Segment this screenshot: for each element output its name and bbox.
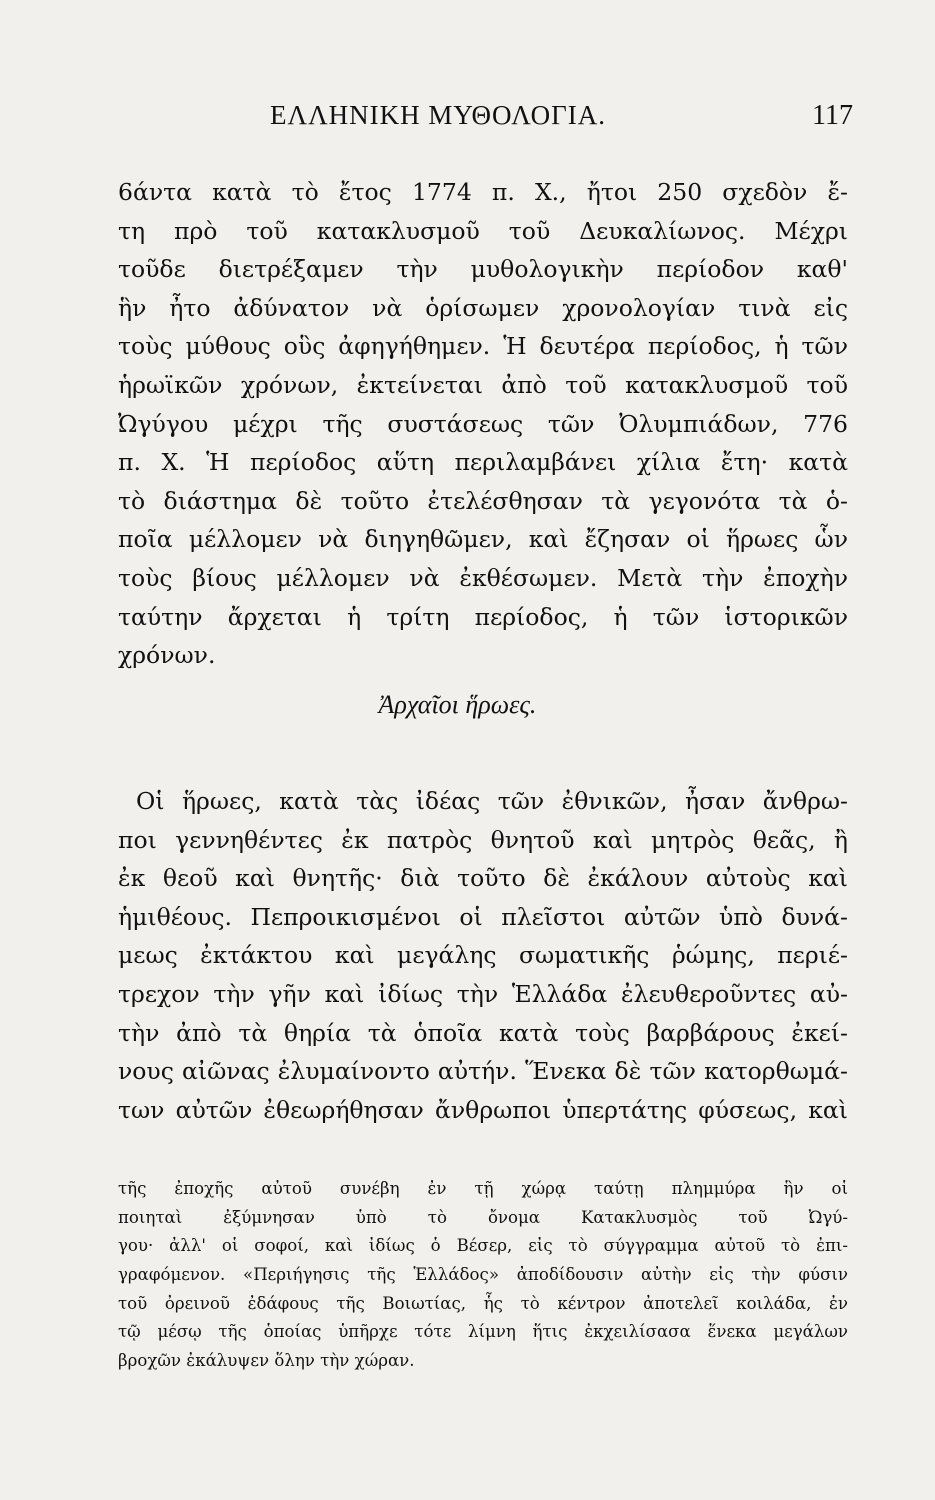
text-line: π. Χ. Ἡ περίοδος αὕτη περιλαμβάνει χίλια ἔτη· κατὰ [118, 448, 848, 477]
footnote-line: τῆς ἐποχῆς αὐτοῦ συνέβη ἐν τῇ χώρᾳ ταύτῃ πλημμύρα ἣν οἱ [118, 1179, 848, 1198]
running-title: ΕΛΛΗΝΙΚΗ ΜΥΘΟΛΟΓΙΑ. [270, 100, 607, 130]
text-line: χρόνων. [118, 641, 216, 670]
text-line: τὴν ἀπὸ τὰ θηρία τὰ ὁποῖα κατὰ τοὺς βαρβάρους ἐκεί- [118, 1018, 848, 1047]
text-line: τρεχον τὴν γῆν καὶ ἰδίως τὴν Ἑλλάδα ἐλευθεροῦντες αὐ- [118, 979, 848, 1008]
section-paragraph [118, 782, 848, 1129]
text-line: μεως ἐκτάκτου καὶ μεγάλης σωματικῆς ῥώμης, περιέ- [118, 941, 848, 970]
page-number: 117 [812, 100, 853, 131]
text-line: των αὐτῶν ἐθεωρήθησαν ἄνθρωποι ὑπερτάτης φύσεως, καὶ [118, 1095, 848, 1124]
text-line: νους αἰῶνας ἐλυμαίνοντο αὐτήν. Ἕνεκα δὲ τῶν κατορθωμά- [118, 1057, 848, 1086]
section-heading [0, 690, 935, 720]
text-line: ταύτην ἄρχεται ἡ τρίτη περίοδος, ἡ τῶν ἱστορικῶν [118, 602, 848, 631]
footnote-line: ποιηταὶ ἐξύμνησαν ὑπὸ τὸ ὄνομα Κατακλυσμὸς τοῦ Ὠγύ- [118, 1207, 848, 1227]
text-line: Οἱ ἥρωες, κατὰ τὰς ἰδέας τῶν ἐθνικῶν, ἦσαν ἄνθρω- [136, 787, 848, 815]
text-line: τοὺς μύθους οὓς ἀφηγήθημεν. Ἡ δευτέρα περίοδος, ἡ τῶν [118, 332, 848, 361]
footnote-line: βροχῶν ἐκάλυψεν ὅλην τὴν χώραν. [118, 1351, 415, 1371]
text-line: ἡμιθέους. Πεπροικισμένοι οἱ πλεῖστοι αὐτῶν ὑπὸ δυνά- [118, 902, 848, 931]
text-line: τη πρὸ τοῦ κατακλυσμοῦ τοῦ Δευκαλίωνος. Μέχρι [118, 216, 848, 245]
page-header [0, 100, 935, 140]
footnote-line: γραφόμενον. «Περιήγησις τῆς Ἑλλάδος» ἀποδίδουσιν αὐτὴν εἰς τὴν φύσιν [118, 1265, 848, 1285]
text-line: ἐκ θεοῦ καὶ θνητῆς· διὰ τοῦτο δὲ ἐκάλουν αὐτοὺς καὶ [118, 864, 848, 893]
section-heading-text: Ἀρχαῖοι ἥρωες. [378, 690, 537, 719]
text-line: ἡρωϊκῶν χρόνων, ἐκτείνεται ἀπὸ τοῦ κατακλυσμοῦ τοῦ [118, 370, 848, 399]
text-line: τοῦδε διετρέξαμεν τὴν μυθολογικὴν περίοδον καθ' [118, 255, 848, 284]
footnote [118, 1175, 848, 1376]
footnote-line: τῷ μέσῳ τῆς ὁποίας ὑπῆρχε τότε λίμνη ἥτις ἐκχειλίσασα ἕνεκα μεγάλων [118, 1322, 848, 1342]
text-line: ποι γεννηθέντες ἐκ πατρὸς θνητοῦ καὶ μητρὸς θεᾶς, ἢ [118, 825, 848, 854]
text-line: ποῖα μέλλομεν νὰ διηγηθῶμεν, καὶ ἔζησαν οἱ ἥρωες ὧν [118, 525, 848, 554]
paragraph-one [118, 173, 848, 675]
text-line: Ὠγύγου μέχρι τῆς συστάσεως τῶν Ὀλυμπιάδων, 776 [118, 409, 848, 438]
text-line: τοὺς βίους μέλλομεν νὰ ἐκθέσωμεν. Μετὰ τὴν ἐποχὴν [118, 563, 848, 592]
text-line: 6άντα κατὰ τὸ ἔτος 1774 π. Χ., ἤτοι 250 σχεδὸν ἔ- [118, 178, 848, 206]
text-line: ἣν ἦτο ἀδύνατον νὰ ὁρίσωμεν χρονολογίαν τινὰ εἰς [118, 293, 848, 322]
footnote-line: τοῦ ὀρεινοῦ ἐδάφους τῆς Βοιωτίας, ἧς τὸ κέντρον ἀποτελεῖ κοιλάδα, ἐν [118, 1293, 848, 1313]
footnote-line: γου· ἀλλ' οἱ σοφοί, καὶ ἰδίως ὁ Βέσερ, εἰς τὸ σύγγραμμα αὐτοῦ τὸ ἐπι- [118, 1236, 848, 1256]
text-line: τὸ διάστημα δὲ τοῦτο ἐτελέσθησαν τὰ γεγονότα τὰ ὁ- [118, 486, 848, 515]
